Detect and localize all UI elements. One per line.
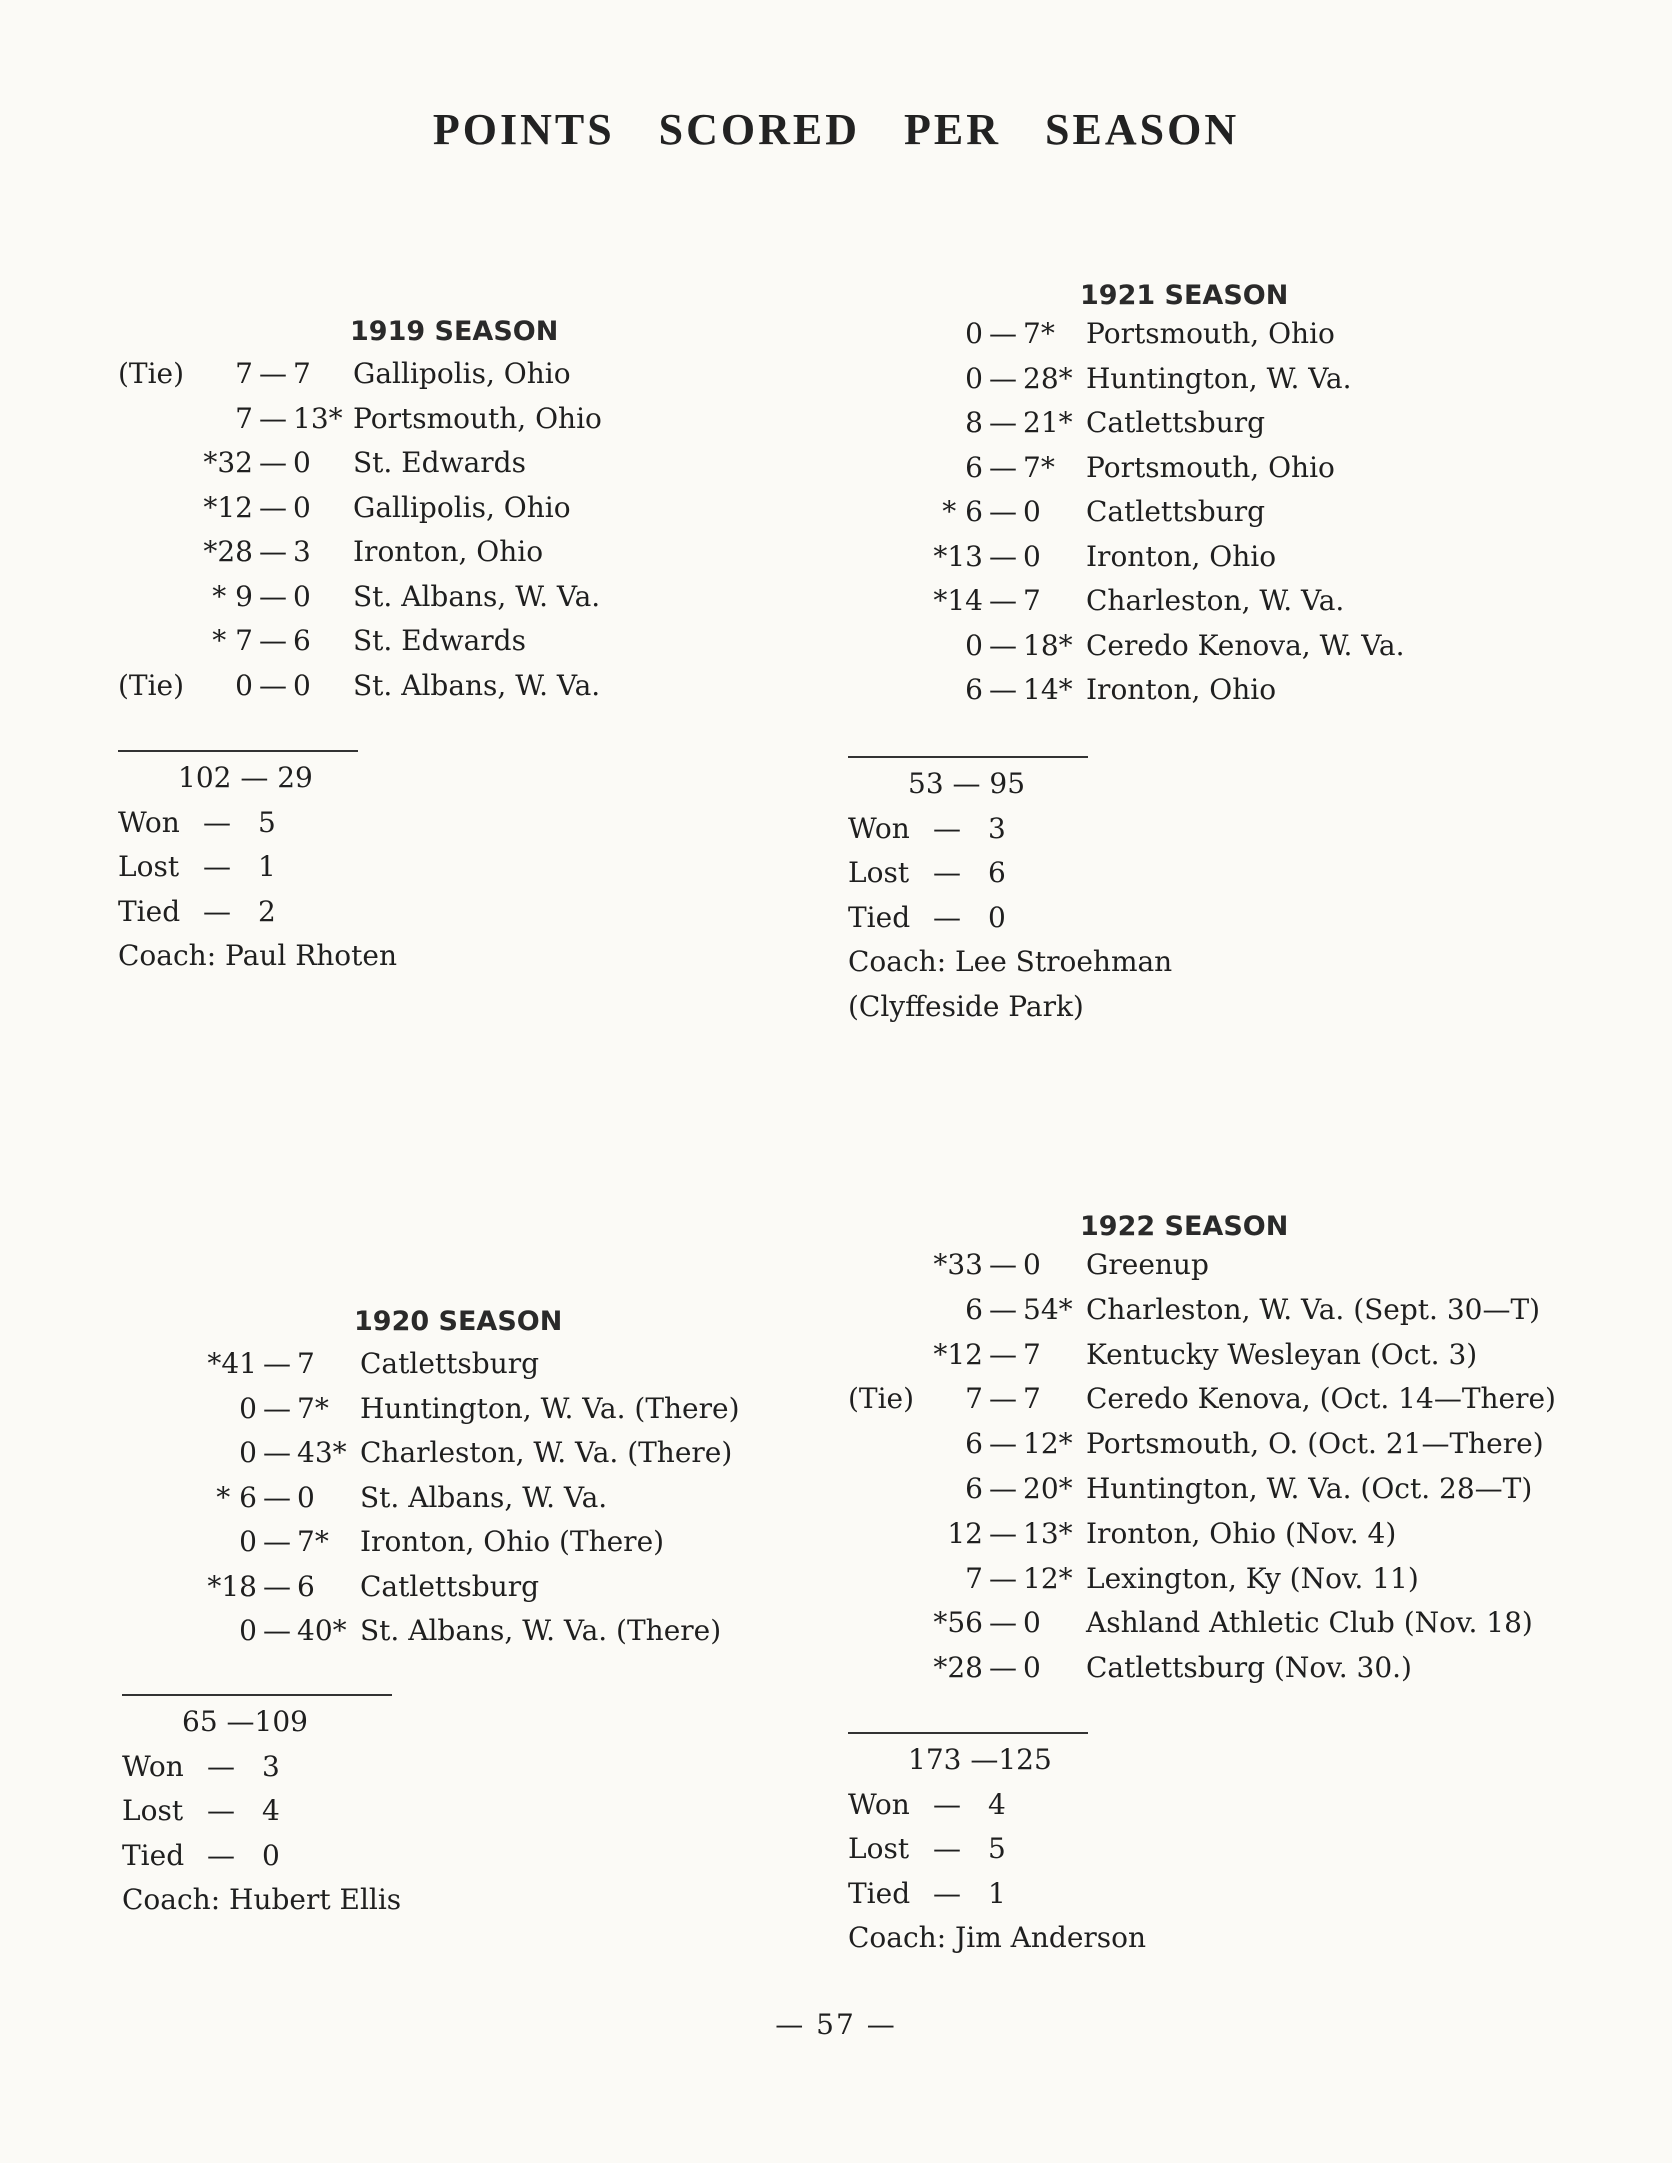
score-dash: — bbox=[263, 1614, 291, 1647]
home-score: *28 bbox=[933, 1651, 983, 1685]
opponent-name: Charleston, W. Va. bbox=[1086, 584, 1345, 617]
lost-record bbox=[122, 1789, 342, 1833]
opponent-score: 7 bbox=[1023, 1337, 1041, 1371]
score-dash: — bbox=[989, 1382, 1017, 1416]
opponent-name: Portsmouth, Ohio bbox=[353, 401, 602, 435]
home-score: 7 bbox=[965, 1561, 983, 1595]
score-dash: — bbox=[263, 1391, 291, 1425]
opponent-score: 0 bbox=[1023, 1606, 1041, 1640]
record-label: Tied bbox=[848, 900, 911, 934]
record-label: Won bbox=[118, 805, 180, 839]
opponent-name: St. Albans, W. Va. bbox=[360, 1480, 608, 1514]
opponent-score: 7* bbox=[1023, 450, 1055, 484]
home-score: *14 bbox=[933, 584, 983, 617]
opponent-name: Catlettsburg bbox=[1086, 495, 1266, 528]
opponent-score: 0 bbox=[293, 490, 311, 524]
record-label: Won bbox=[122, 1749, 184, 1783]
record-dash: — bbox=[933, 900, 961, 934]
opponent-name: Ironton, Ohio bbox=[353, 535, 544, 568]
opponent-score: 0 bbox=[297, 1480, 315, 1514]
opponent-name: St. Albans, W. Va. bbox=[353, 579, 601, 613]
record-label: Tied bbox=[848, 1876, 911, 1910]
score-dash: — bbox=[259, 490, 287, 524]
opponent-score: 14* bbox=[1023, 673, 1073, 706]
opponent-score: 40* bbox=[297, 1614, 347, 1647]
total-divider bbox=[118, 750, 358, 752]
record-value: 3 bbox=[262, 1749, 280, 1783]
home-score: 0 bbox=[239, 1391, 257, 1425]
opponent-score: 7 bbox=[293, 357, 311, 390]
score-dash: — bbox=[989, 317, 1017, 350]
home-score: 0 bbox=[239, 1436, 257, 1469]
record-dash: — bbox=[933, 1832, 961, 1865]
opponent-name: St. Albans, W. Va. (There) bbox=[360, 1614, 722, 1647]
page-title: POINTS SCORED PER SEASON bbox=[432, 105, 1240, 154]
opponent-name: Kentucky Wesleyan (Oct. 3) bbox=[1086, 1337, 1478, 1371]
score-dash: — bbox=[989, 450, 1017, 484]
record-value: 0 bbox=[988, 900, 1006, 934]
opponent-score: 0 bbox=[293, 668, 311, 702]
opponent-name: Portsmouth, Ohio bbox=[1086, 317, 1335, 350]
score-dash: — bbox=[989, 1516, 1017, 1550]
won-record bbox=[122, 1745, 342, 1789]
total-divider bbox=[848, 1732, 1088, 1734]
record-value: 2 bbox=[258, 894, 276, 928]
record-label: Won bbox=[848, 811, 910, 845]
opponent-score: 6 bbox=[293, 624, 311, 657]
score-dash: — bbox=[263, 1347, 291, 1380]
opponent-score: 12* bbox=[1023, 1427, 1073, 1461]
record-label: Lost bbox=[122, 1794, 184, 1827]
record-dash: — bbox=[933, 811, 961, 845]
record-value: 0 bbox=[262, 1838, 280, 1872]
opponent-score: 0 bbox=[1023, 1651, 1041, 1685]
record-label: Lost bbox=[848, 1832, 910, 1865]
record-label: Lost bbox=[118, 850, 180, 883]
home-score: *41 bbox=[207, 1347, 257, 1380]
opponent-score: 13* bbox=[293, 401, 343, 435]
score-dash: — bbox=[259, 401, 287, 435]
won-record bbox=[118, 801, 338, 845]
home-score: 6 bbox=[965, 450, 983, 484]
opponent-name: Lexington, Ky (Nov. 11) bbox=[1086, 1561, 1419, 1595]
tied-record bbox=[848, 1872, 1068, 1916]
record-dash: — bbox=[207, 1794, 235, 1827]
record-value: 4 bbox=[262, 1794, 280, 1827]
home-score: 0 bbox=[965, 628, 983, 662]
record-value: 6 bbox=[988, 856, 1006, 889]
opponent-score: 18* bbox=[1023, 628, 1073, 662]
opponent-name: St. Albans, W. Va. bbox=[353, 668, 601, 702]
record-value: 3 bbox=[988, 811, 1006, 845]
season-heading: 1922 SEASON bbox=[1080, 1211, 1289, 1242]
opponent-score: 0 bbox=[293, 579, 311, 613]
record-value: 1 bbox=[258, 850, 276, 883]
opponent-score: 7 bbox=[297, 1347, 315, 1380]
season-heading: 1921 SEASON bbox=[1080, 280, 1289, 311]
coach-name: Coach: Lee Stroehman bbox=[848, 945, 1173, 978]
home-score: *12 bbox=[203, 490, 253, 524]
opponent-name: Gallipolis, Ohio bbox=[353, 490, 571, 524]
score-dash: — bbox=[989, 1292, 1017, 1326]
home-score: * 9 bbox=[212, 579, 253, 613]
record-value: 5 bbox=[258, 805, 276, 839]
opponent-score: 7* bbox=[297, 1391, 329, 1425]
coach-note: (Clyffeside Park) bbox=[848, 989, 1084, 1023]
opponent-name: Ironton, Ohio bbox=[1086, 673, 1277, 706]
record-dash: — bbox=[207, 1838, 235, 1872]
tie-note: (Tie) bbox=[118, 668, 185, 702]
score-dash: — bbox=[989, 628, 1017, 662]
score-dash: — bbox=[263, 1525, 291, 1558]
lost-record bbox=[118, 845, 338, 889]
score-dash: — bbox=[259, 357, 287, 390]
home-score: *33 bbox=[933, 1248, 983, 1281]
record-dash: — bbox=[207, 1749, 235, 1783]
home-score: 6 bbox=[965, 1472, 983, 1505]
home-score: 7 bbox=[235, 357, 253, 390]
coach-name: Coach: Hubert Ellis bbox=[122, 1883, 402, 1916]
home-score: * 7 bbox=[212, 624, 253, 657]
score-dash: — bbox=[989, 1651, 1017, 1685]
record-label: Won bbox=[848, 1787, 910, 1821]
opponent-score: 21* bbox=[1023, 406, 1073, 439]
score-dash: — bbox=[259, 446, 287, 479]
home-score: *56 bbox=[933, 1606, 983, 1640]
home-score: * 6 bbox=[216, 1480, 257, 1514]
tie-note: (Tie) bbox=[118, 357, 185, 390]
opponent-name: Portsmouth, Ohio bbox=[1086, 450, 1335, 484]
record-value: 1 bbox=[988, 1876, 1006, 1910]
opponent-name: Portsmouth, O. (Oct. 21—There) bbox=[1086, 1427, 1544, 1461]
opponent-score: 7 bbox=[1023, 1382, 1041, 1416]
opponent-name: Ironton, Ohio (Nov. 4) bbox=[1086, 1516, 1397, 1550]
score-dash: — bbox=[989, 584, 1017, 617]
score-dash: — bbox=[263, 1569, 291, 1603]
opponent-score: 3 bbox=[293, 535, 311, 568]
home-score: 12 bbox=[947, 1516, 983, 1550]
opponent-score: 0 bbox=[293, 446, 311, 479]
lost-record bbox=[848, 1827, 1068, 1871]
opponent-name: Ironton, Ohio (There) bbox=[360, 1525, 665, 1558]
home-score: 6 bbox=[965, 1292, 983, 1326]
score-dash: — bbox=[989, 361, 1017, 395]
opponent-name: Catlettsburg bbox=[1086, 406, 1266, 439]
record-dash: — bbox=[933, 856, 961, 889]
season-total: 53 — 95 bbox=[908, 767, 1026, 800]
opponent-score: 6 bbox=[297, 1569, 315, 1603]
home-score: 0 bbox=[239, 1614, 257, 1647]
score-dash: — bbox=[263, 1436, 291, 1469]
page-number: — 57 — bbox=[775, 2008, 897, 2041]
home-score: 7 bbox=[235, 401, 253, 435]
record-dash: — bbox=[933, 1787, 961, 1821]
opponent-score: 0 bbox=[1023, 539, 1041, 573]
lost-record bbox=[848, 851, 1068, 895]
home-score: *18 bbox=[207, 1569, 257, 1603]
opponent-name: Catlettsburg bbox=[360, 1347, 540, 1380]
total-divider bbox=[122, 1694, 392, 1696]
home-score: *12 bbox=[933, 1337, 983, 1371]
opponent-score: 43* bbox=[297, 1436, 347, 1469]
score-dash: — bbox=[259, 624, 287, 657]
home-score: 6 bbox=[965, 673, 983, 706]
home-score: *32 bbox=[203, 446, 253, 479]
coach-name: Coach: Paul Rhoten bbox=[118, 939, 398, 972]
record-label: Lost bbox=[848, 856, 910, 889]
score-dash: — bbox=[259, 535, 287, 568]
record-dash: — bbox=[203, 850, 231, 883]
opponent-score: 0 bbox=[1023, 495, 1041, 528]
season-total: 65 —109 bbox=[182, 1705, 308, 1738]
score-dash: — bbox=[989, 495, 1017, 528]
opponent-name: Huntington, W. Va. (Oct. 28—T) bbox=[1086, 1472, 1533, 1505]
score-dash: — bbox=[989, 673, 1017, 706]
home-score: * 6 bbox=[942, 495, 983, 528]
record-label: Tied bbox=[118, 894, 181, 928]
tied-record bbox=[122, 1834, 342, 1878]
season-total: 173 —125 bbox=[908, 1743, 1052, 1776]
won-record bbox=[848, 1783, 1068, 1827]
home-score: 0 bbox=[239, 1525, 257, 1558]
record-dash: — bbox=[203, 894, 231, 928]
tied-record bbox=[118, 890, 338, 934]
opponent-score: 13* bbox=[1023, 1516, 1073, 1550]
opponent-name: Greenup bbox=[1086, 1248, 1209, 1281]
home-score: 8 bbox=[965, 406, 983, 439]
home-score: 7 bbox=[965, 1382, 983, 1416]
score-dash: — bbox=[989, 1561, 1017, 1595]
season-heading: 1919 SEASON bbox=[350, 316, 559, 347]
opponent-score: 7* bbox=[1023, 317, 1055, 350]
record-value: 4 bbox=[988, 1787, 1006, 1821]
score-dash: — bbox=[259, 668, 287, 702]
opponent-name: Huntington, W. Va. bbox=[1086, 361, 1352, 395]
score-dash: — bbox=[989, 1337, 1017, 1371]
opponent-name: Ceredo Kenova, W. Va. bbox=[1086, 628, 1405, 662]
opponent-name: Catlettsburg bbox=[360, 1569, 540, 1603]
record-value: 5 bbox=[988, 1832, 1006, 1865]
opponent-name: Ashland Athletic Club (Nov. 18) bbox=[1086, 1606, 1533, 1640]
opponent-name: Catlettsburg (Nov. 30.) bbox=[1086, 1651, 1412, 1685]
season-total: 102 — 29 bbox=[178, 761, 313, 794]
opponent-score: 20* bbox=[1023, 1472, 1073, 1505]
season-heading: 1920 SEASON bbox=[354, 1306, 563, 1337]
tie-note: (Tie) bbox=[848, 1382, 915, 1416]
home-score: 0 bbox=[235, 668, 253, 702]
record-dash: — bbox=[203, 805, 231, 839]
opponent-name: St. Edwards bbox=[353, 624, 526, 657]
score-dash: — bbox=[989, 406, 1017, 439]
score-dash: — bbox=[989, 1472, 1017, 1505]
home-score: *13 bbox=[933, 539, 983, 573]
opponent-name: Huntington, W. Va. (There) bbox=[360, 1391, 740, 1425]
opponent-name: Ceredo Kenova, (Oct. 14—There) bbox=[1086, 1382, 1556, 1416]
home-score: 6 bbox=[965, 1427, 983, 1461]
opponent-score: 54* bbox=[1023, 1292, 1073, 1326]
tied-record bbox=[848, 896, 1068, 940]
opponent-score: 7* bbox=[297, 1525, 329, 1558]
total-divider bbox=[848, 756, 1088, 758]
opponent-score: 12* bbox=[1023, 1561, 1073, 1595]
opponent-name: Gallipolis, Ohio bbox=[353, 357, 571, 390]
score-dash: — bbox=[259, 579, 287, 613]
record-label: Tied bbox=[122, 1838, 185, 1872]
opponent-score: 0 bbox=[1023, 1248, 1041, 1281]
home-score: 0 bbox=[965, 361, 983, 395]
opponent-name: St. Edwards bbox=[353, 446, 526, 479]
record-dash: — bbox=[933, 1876, 961, 1910]
opponent-name: Charleston, W. Va. (There) bbox=[360, 1436, 733, 1469]
home-score: *28 bbox=[203, 535, 253, 568]
score-dash: — bbox=[989, 1606, 1017, 1640]
score-dash: — bbox=[989, 1248, 1017, 1281]
won-record bbox=[848, 807, 1068, 851]
home-score: 0 bbox=[965, 317, 983, 350]
score-dash: — bbox=[989, 1427, 1017, 1461]
opponent-score: 7 bbox=[1023, 584, 1041, 617]
opponent-score: 28* bbox=[1023, 361, 1073, 395]
coach-name: Coach: Jim Anderson bbox=[848, 1921, 1147, 1954]
score-dash: — bbox=[989, 539, 1017, 573]
score-dash: — bbox=[263, 1480, 291, 1514]
opponent-name: Charleston, W. Va. (Sept. 30—T) bbox=[1086, 1292, 1541, 1326]
opponent-name: Ironton, Ohio bbox=[1086, 539, 1277, 573]
